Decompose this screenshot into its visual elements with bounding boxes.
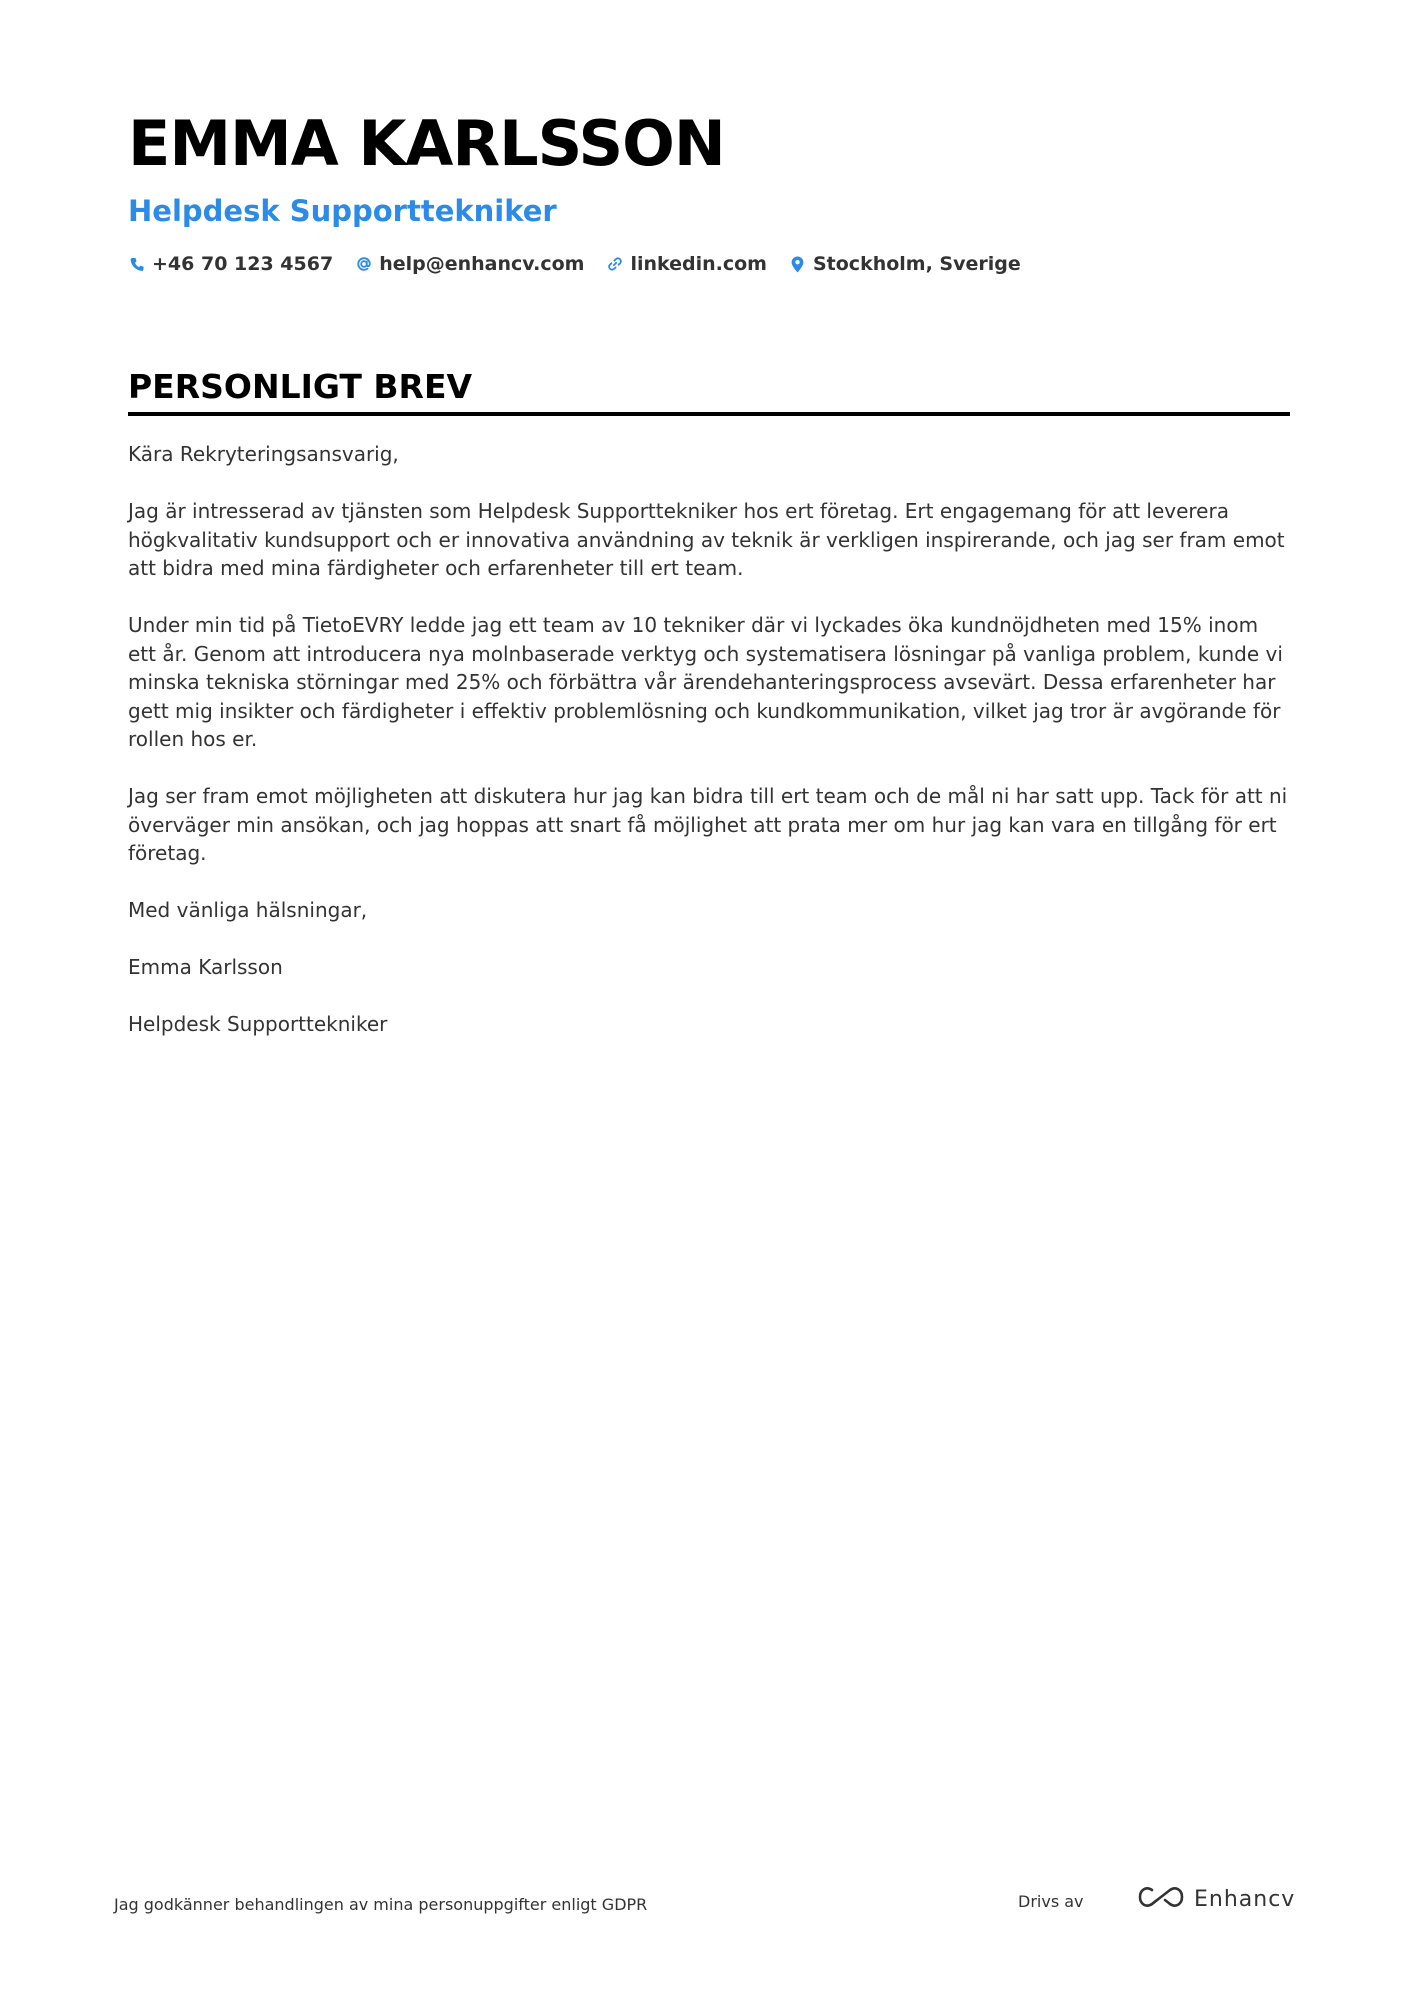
- at-icon: [355, 255, 373, 273]
- email-text: help@enhancv.com: [379, 253, 585, 275]
- contact-phone: [128, 253, 333, 275]
- footer: [0, 1880, 1410, 1940]
- letter-body: [128, 440, 1290, 1067]
- letter-paragraph: Jag är intresserad av tjänsten som Helpdesk Supporttekniker hos ert företag. Ert engagemang för att leverera högkvalitativ kundsupport och er innovativa användning av teknik är verkligen inspirerande, och jag ser fram emot att bidra med mina färdigheter och erfarenheter till ert team.: [128, 499, 1285, 580]
- section-title: PERSONLIGT BREV: [128, 366, 1290, 416]
- enhancv-logo-icon: [1138, 1884, 1184, 1915]
- candidate-name: EMMA KARLSSON: [128, 107, 725, 180]
- enhancv-brand[interactable]: [1138, 1884, 1295, 1915]
- location-text: Stockholm, Sverige: [812, 253, 1021, 275]
- section-header: [128, 366, 1290, 416]
- brand-name: Enhancv: [1194, 1887, 1296, 1912]
- signature-name: Emma Karlsson: [128, 955, 283, 979]
- link-icon: [606, 255, 624, 273]
- phone-text: +46 70 123 4567: [152, 253, 334, 275]
- phone-icon: [128, 255, 146, 273]
- location-pin-icon: [789, 255, 807, 273]
- contact-info: [128, 253, 1288, 275]
- letter-paragraph: Under min tid på TietoEVRY ledde jag ett team av 10 tekniker där vi lyckades öka kundnöjdheten med 15% inom ett år. Genom att introducera nya molnbaserade verktyg och systematisera lösningar på vanliga problem, kunde vi minska tekniska störningar med 25% och förbättra vår ärendehanteringsprocess avsevärt. Dessa erfarenheter har gett mig insikter och färdigheter i effektiv problemlösning och kundkommunikation, vilket jag tror är avgörande för rollen hos er.: [128, 613, 1283, 751]
- contact-linkedin[interactable]: [606, 253, 767, 275]
- linkedin-text: linkedin.com: [630, 253, 767, 275]
- letter-closing: Med vänliga hälsningar,: [128, 898, 368, 922]
- signature-title: Helpdesk Supporttekniker: [128, 1012, 388, 1036]
- letter-greeting: Kära Rekryteringsansvarig,: [128, 442, 399, 466]
- contact-email[interactable]: [355, 253, 584, 275]
- contact-location: [789, 253, 1021, 275]
- header: [128, 105, 1288, 275]
- job-title: Helpdesk Supporttekniker: [128, 194, 557, 228]
- letter-paragraph: Jag ser fram emot möjligheten att diskutera hur jag kan bidra till ert team och de mål ni har satt upp. Tack för att ni överväger min ansökan, och jag hoppas att snart få möjlighet att prata mer om hur jag kan vara en tillgång för ert företag.: [128, 784, 1288, 865]
- powered-by-label: Drivs av: [1018, 1892, 1084, 1911]
- gdpr-consent: Jag godkänner behandlingen av mina personuppgifter enligt GDPR: [114, 1895, 648, 1914]
